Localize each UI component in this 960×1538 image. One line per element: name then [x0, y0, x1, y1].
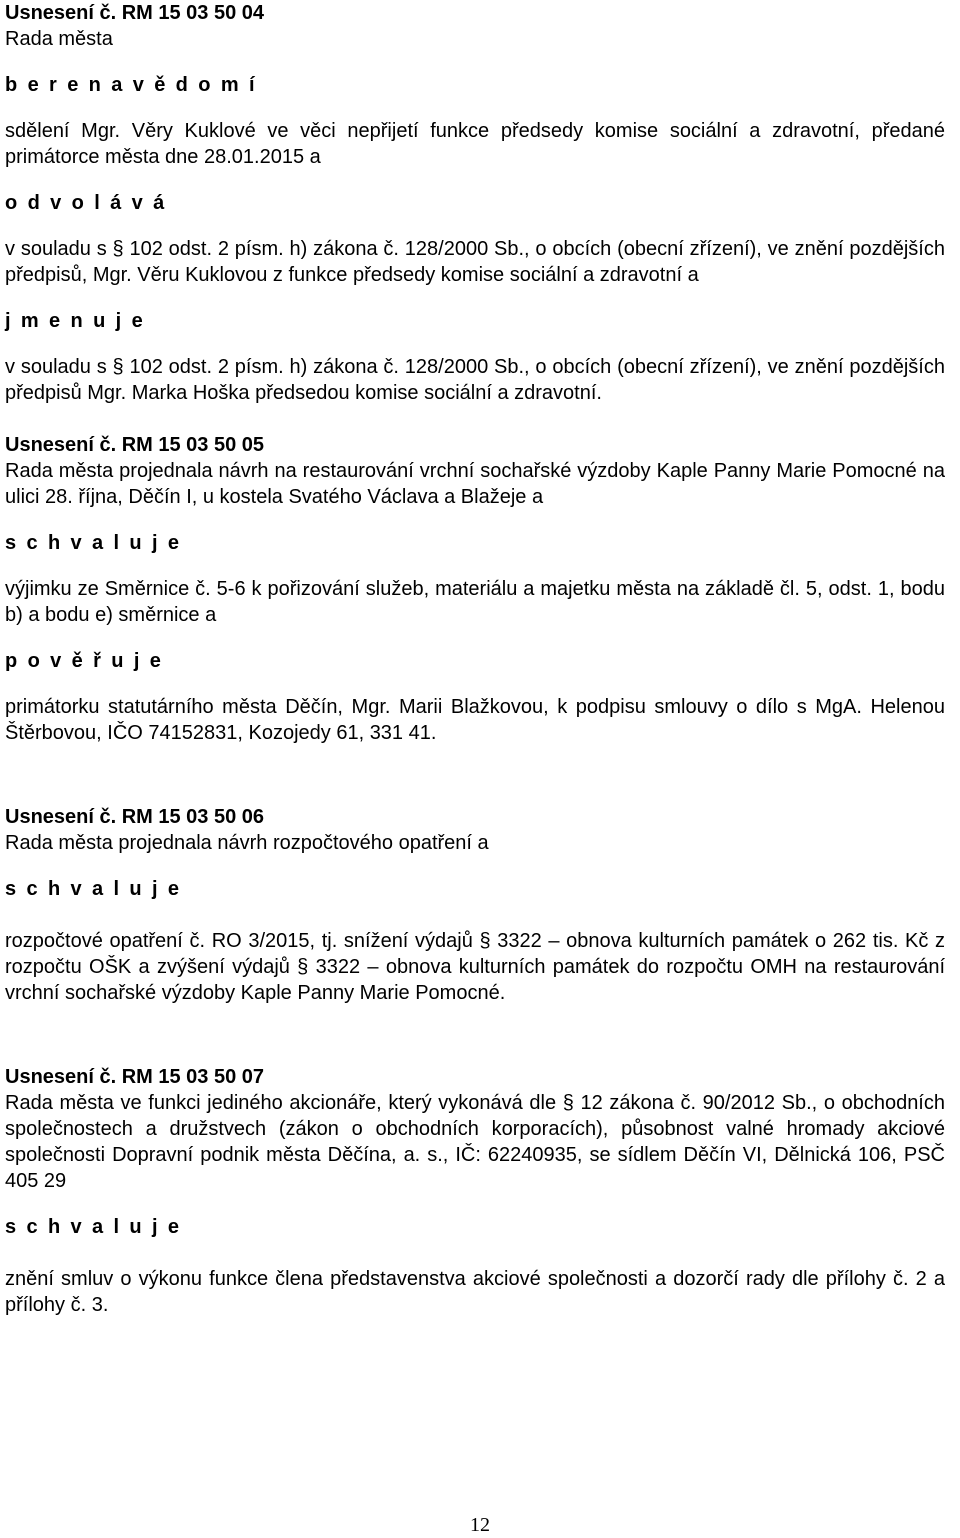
resolution-text: v souladu s § 102 odst. 2 písm. h) zákona č. 128/2000 Sb., o obcích (obecní zřízení), ve znění pozdějších předpisů, Mgr. Věru Kuklovou z funkce předsedy komise sociální a zdravotní a	[5, 238, 945, 286]
page-number: 12	[470, 1514, 490, 1536]
resolution-05	[5, 432, 945, 746]
resolution-verb: j m e n u j e	[5, 310, 146, 332]
resolution-text: sdělení Mgr. Věry Kuklové ve věci nepřijetí funkce předsedy komise sociální a zdravotní, předané primátorce města dne 28.01.2015 a	[5, 120, 945, 168]
resolution-number: Usnesení č. RM 15 03 50 06	[5, 806, 265, 828]
resolution-verb: s c h v a l u j e	[5, 532, 182, 554]
resolution-text: v souladu s § 102 odst. 2 písm. h) zákona č. 128/2000 Sb., o obcích (obecní zřízení), ve znění pozdějších předpisů Mgr. Marka Hoška předsedou komise sociální a zdravotní.	[5, 356, 945, 404]
resolution-verb: o d v o l á v á	[5, 192, 167, 214]
resolution-number: Usnesení č. RM 15 03 50 05	[5, 434, 265, 456]
resolution-verb: s c h v a l u j e	[5, 878, 182, 900]
resolution-intro: Rada města projednala návrh rozpočtového opatření a	[5, 832, 489, 854]
resolution-07	[5, 1064, 945, 1318]
resolution-06	[5, 804, 945, 1006]
resolution-text: znění smluv o výkonu funkce člena představenstva akciové společnosti a dozorčí rady dle přílohy č. 2 a přílohy č. 3.	[5, 1268, 945, 1316]
resolution-text: rozpočtové opatření č. RO 3/2015, tj. snížení výdajů § 3322 – obnova kulturních památek o 262 tis. Kč z rozpočtu OŠK a zvýšení výdajů § 3322 – obnova kulturních památek do rozpočtu OMH na restaurování vrchní sochařské výzdoby Kaple Panny Marie Pomocné.	[5, 930, 945, 1004]
resolution-number: Usnesení č. RM 15 03 50 04	[5, 2, 265, 24]
resolution-intro: Rada města ve funkci jediného akcionáře, který vykonává dle § 12 zákona č. 90/2012 Sb., o obchodních společnostech a družstvech (zákon o obchodních korporacích), působnost valné hromady akciové společnosti Dopravní podnik města Děčína, a. s., IČ: 62240935, se sídlem Děčín VI, Dělnická 106, PSČ 405 29	[5, 1092, 945, 1192]
resolution-number: Usnesení č. RM 15 03 50 07	[5, 1066, 265, 1088]
document-page	[5, 0, 945, 1318]
resolution-verb: b e r e n a v ě d o m í	[5, 74, 257, 96]
resolution-verb: s c h v a l u j e	[5, 1216, 182, 1238]
resolution-text: výjimku ze Směrnice č. 5-6 k pořizování služeb, materiálu a majetku města na základě čl. 5, odst. 1, bodu b) a bodu e) směrnice a	[5, 578, 945, 626]
resolution-intro: Rada města	[5, 28, 113, 50]
resolution-04	[5, 0, 945, 406]
resolution-text: primátorku statutárního města Děčín, Mgr. Marii Blažkovou, k podpisu smlouvy o dílo s MgA. Helenou Štěrbovou, IČO 74152831, Kozojedy 61, 331 41.	[5, 696, 945, 744]
resolution-intro: Rada města projednala návrh na restaurování vrchní sochařské výzdoby Kaple Panny Marie Pomocné na ulici 28. října, Děčín I, u kostela Svatého Václava a Blažeje a	[5, 460, 945, 508]
resolution-verb: p o v ě ř u j e	[5, 650, 164, 672]
